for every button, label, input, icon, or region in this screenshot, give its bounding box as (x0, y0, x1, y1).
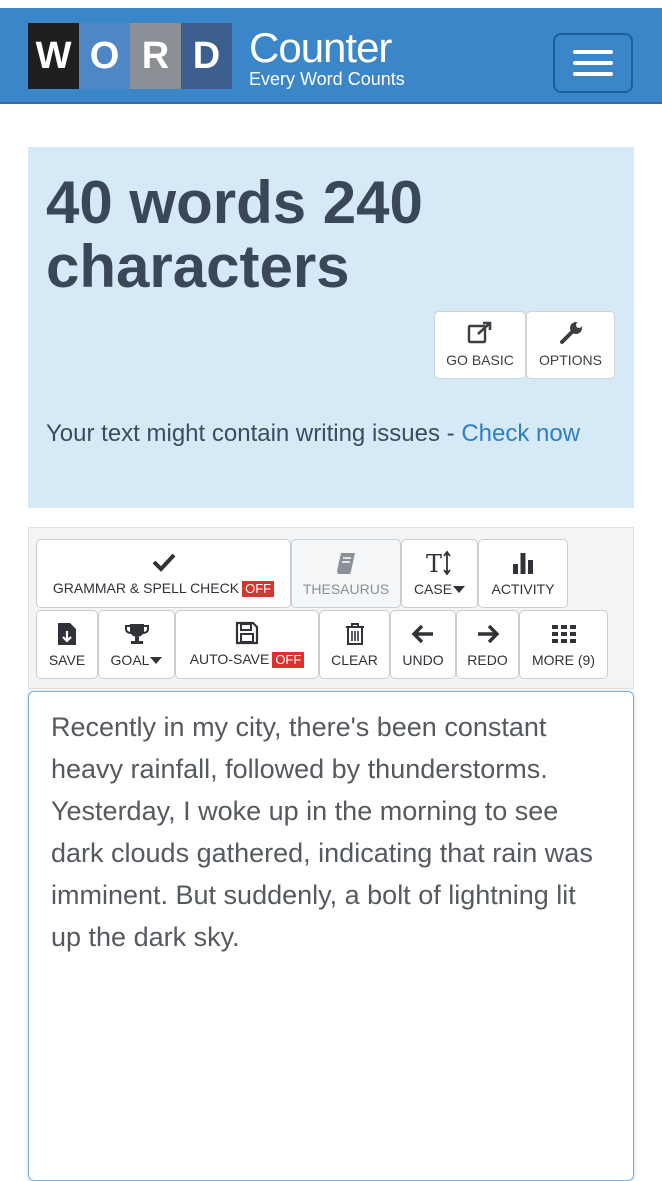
case-label: CASE (413, 580, 453, 597)
arrow-right-icon (476, 622, 500, 646)
text-editor[interactable] (28, 691, 634, 1181)
case-button[interactable] (401, 539, 478, 608)
go-basic-button[interactable] (434, 311, 526, 379)
brand-text[interactable] (249, 26, 405, 88)
editor-text[interactable]: Recently in my city, there's been constant heavy rainfall, followed by thunderstorms. Yesterday, I woke up in the morning to see dark clouds gathered, indicating that rain was imminent. But suddenly, a bolt of lightning lit up the dark sky. (51, 712, 601, 952)
auto-save-button[interactable] (175, 610, 319, 679)
undo-button[interactable] (390, 610, 456, 679)
brand-tagline: Every Word Counts (249, 69, 405, 89)
logo-letter-d: D (181, 23, 232, 89)
editor-toolbar (28, 527, 634, 689)
logo[interactable] (28, 23, 232, 89)
hamburger-line (573, 72, 613, 76)
redo-label: REDO (467, 651, 508, 668)
bar-chart-icon (511, 551, 535, 575)
floppy-icon (235, 621, 259, 645)
arrow-left-icon (411, 622, 435, 646)
grammar-off-badge: OFF (242, 581, 274, 597)
clear-label: CLEAR (331, 651, 378, 668)
book-icon (335, 551, 357, 575)
redo-button[interactable] (456, 610, 519, 679)
word-character-count: 40 words 240 characters (46, 169, 423, 300)
options-button[interactable] (526, 311, 615, 379)
more-button[interactable] (519, 610, 608, 679)
grammar-spell-check-button[interactable] (36, 539, 291, 608)
thesaurus-label: THESAURUS (302, 580, 390, 597)
undo-label: UNDO (402, 651, 444, 668)
options-label: OPTIONS (538, 352, 602, 368)
goal-button[interactable] (98, 610, 175, 679)
menu-button[interactable] (553, 33, 633, 93)
logo-letter-o: O (79, 23, 130, 89)
chevron-down-icon (453, 586, 465, 593)
grammar-label: GRAMMAR & SPELL CHECK (52, 580, 240, 596)
check-now-link[interactable]: Check now (461, 420, 581, 447)
logo-letter-r: R (130, 23, 181, 89)
grid-icon (551, 622, 577, 646)
writing-issues-notice (46, 415, 606, 452)
site-header (0, 8, 662, 104)
external-link-icon (467, 322, 493, 344)
stats-panel (28, 147, 634, 508)
save-button[interactable] (36, 610, 98, 679)
chevron-down-icon (150, 657, 162, 664)
clear-button[interactable] (319, 610, 390, 679)
hamburger-line (573, 61, 613, 65)
trophy-icon (124, 622, 150, 646)
activity-label: ACTIVITY (491, 580, 555, 597)
save-download-icon (55, 622, 79, 646)
brand-title: Counter (249, 24, 392, 71)
text-size-icon (425, 551, 455, 575)
activity-button[interactable] (478, 539, 568, 608)
goal-label: GOAL (110, 651, 150, 668)
logo-letter-w: W (28, 23, 79, 89)
save-label: SAVE (48, 651, 86, 668)
thesaurus-button[interactable] (291, 539, 401, 608)
go-basic-label: GO BASIC (446, 352, 514, 368)
check-icon (152, 550, 176, 574)
hamburger-icon (573, 50, 613, 54)
auto-save-label: AUTO-SAVE (189, 651, 270, 667)
svg-text:T: T (425, 549, 442, 576)
top-strip (0, 0, 662, 8)
auto-save-off-badge: OFF (272, 652, 304, 668)
more-label: MORE (9) (532, 651, 595, 668)
wrench-icon (558, 322, 584, 344)
writing-issues-text: Your text might contain writing issues - (46, 420, 462, 447)
trash-icon (344, 622, 366, 646)
